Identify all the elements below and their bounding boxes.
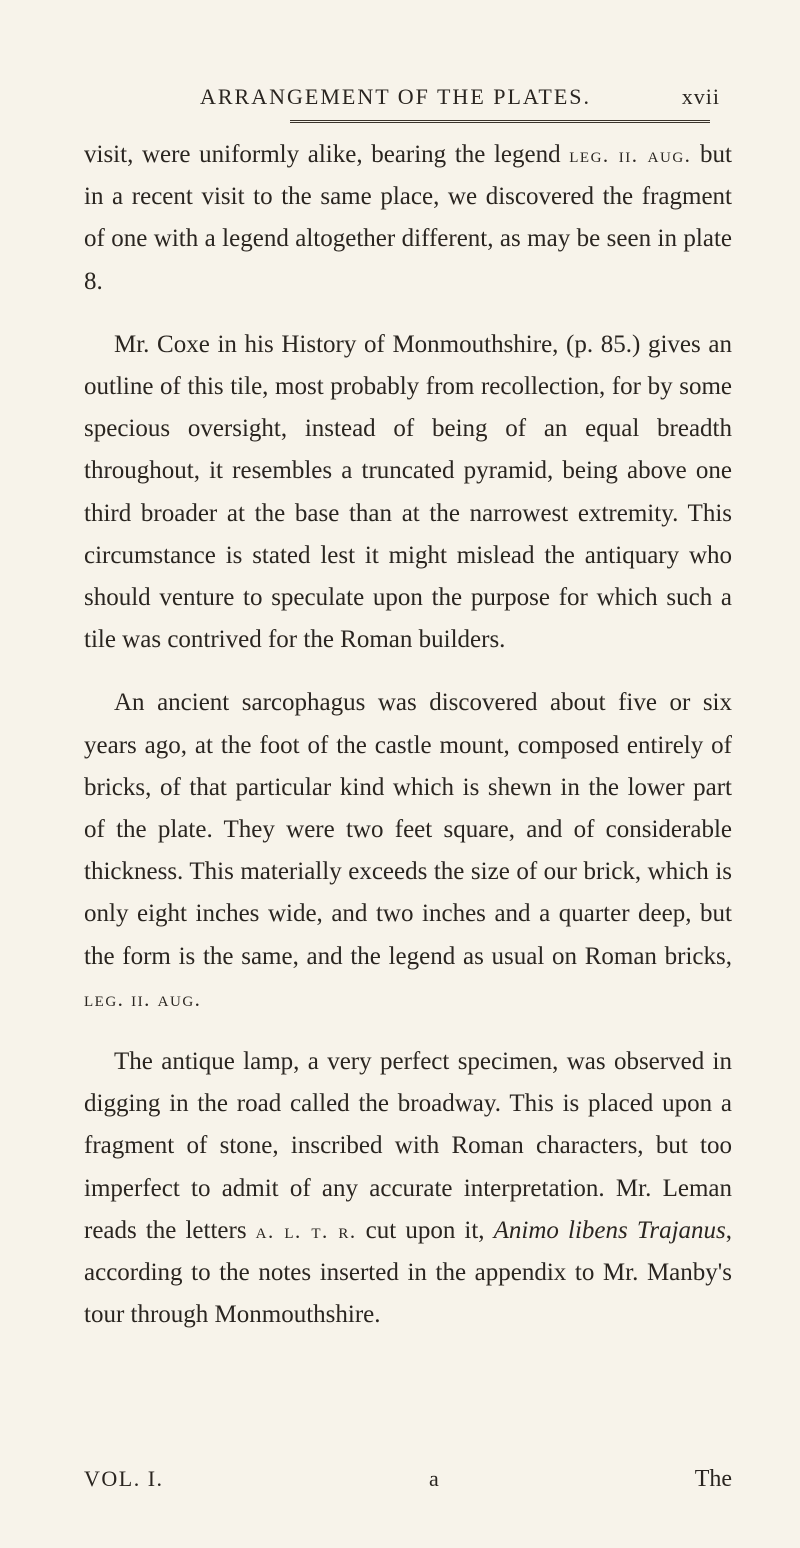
paragraph-4-text-c: cut upon it, <box>356 1216 494 1244</box>
running-title: ARRANGEMENT OF THE PLATES. <box>200 84 591 109</box>
volume-label: VOL. I. <box>84 1466 164 1491</box>
paragraph-2: Mr. Coxe in his History of Monmouthshire, (p. 85.) gives an outline of this tile, most probably from recollection, for by some specious oversight, instead of being of an equal breadth throughout, it resembles a truncated pyramid, being above one third broader at the base than at the narrowest extremity. This circumstance is stated lest it might mislead the antiquary who should venture to speculate upon the purpose for which such a tile was contrived for the Roman builders. <box>84 330 732 654</box>
header-rule <box>290 120 710 123</box>
paragraph-1-text-a: visit, were uniformly alike, bearing the legend <box>84 141 570 168</box>
paragraph-4-text-e: , according to the notes inserted in the appendix to Mr. Manby's tour through Monmouthshire. <box>84 1216 733 1329</box>
catchword: The <box>694 1466 732 1492</box>
paragraph-1-text-c: but in a recent visit to the same place, we discovered the fragment of one with a legend altogether different, as may be seen in plate 8. <box>84 141 732 295</box>
legend-leg-ii-aug-2: leg. ii. aug. <box>84 986 202 1011</box>
signature-mark: a <box>429 1466 439 1491</box>
body-text <box>84 134 732 1357</box>
paragraph-3 <box>84 682 732 1020</box>
paragraph-1 <box>84 134 732 303</box>
paragraph-3-text-a: An ancient sarcophagus was discovered about five or six years ago, at the foot of the castle mount, composed entirely of bricks, of that particular kind which is shewn in the lower part of the plate. They were two feet square, and of considerable thickness. This materially exceeds the size of our brick, which is only eight inches wide, and two inches and a quarter deep, but the form is the same, and the legend as usual on Roman bricks, <box>84 689 732 970</box>
page-header <box>200 84 720 124</box>
paragraph-4 <box>84 1041 732 1336</box>
page-footer <box>84 1466 732 1506</box>
latin-phrase: Animo libens Trajanus <box>493 1216 726 1244</box>
inscription-letters: a. l. t. r. <box>255 1218 357 1243</box>
page-number: xvii <box>681 84 720 109</box>
legend-leg-ii-aug: leg. ii. aug. <box>569 143 692 167</box>
paragraph-4-text-a: The antique lamp, a very perfect specimen, was observed in digging in the road called the broadway. This is placed upon a fragment of stone, inscribed with Roman characters, but too imperfect to admit of any accurate interpretation. Mr. Leman reads the letters <box>84 1048 732 1244</box>
